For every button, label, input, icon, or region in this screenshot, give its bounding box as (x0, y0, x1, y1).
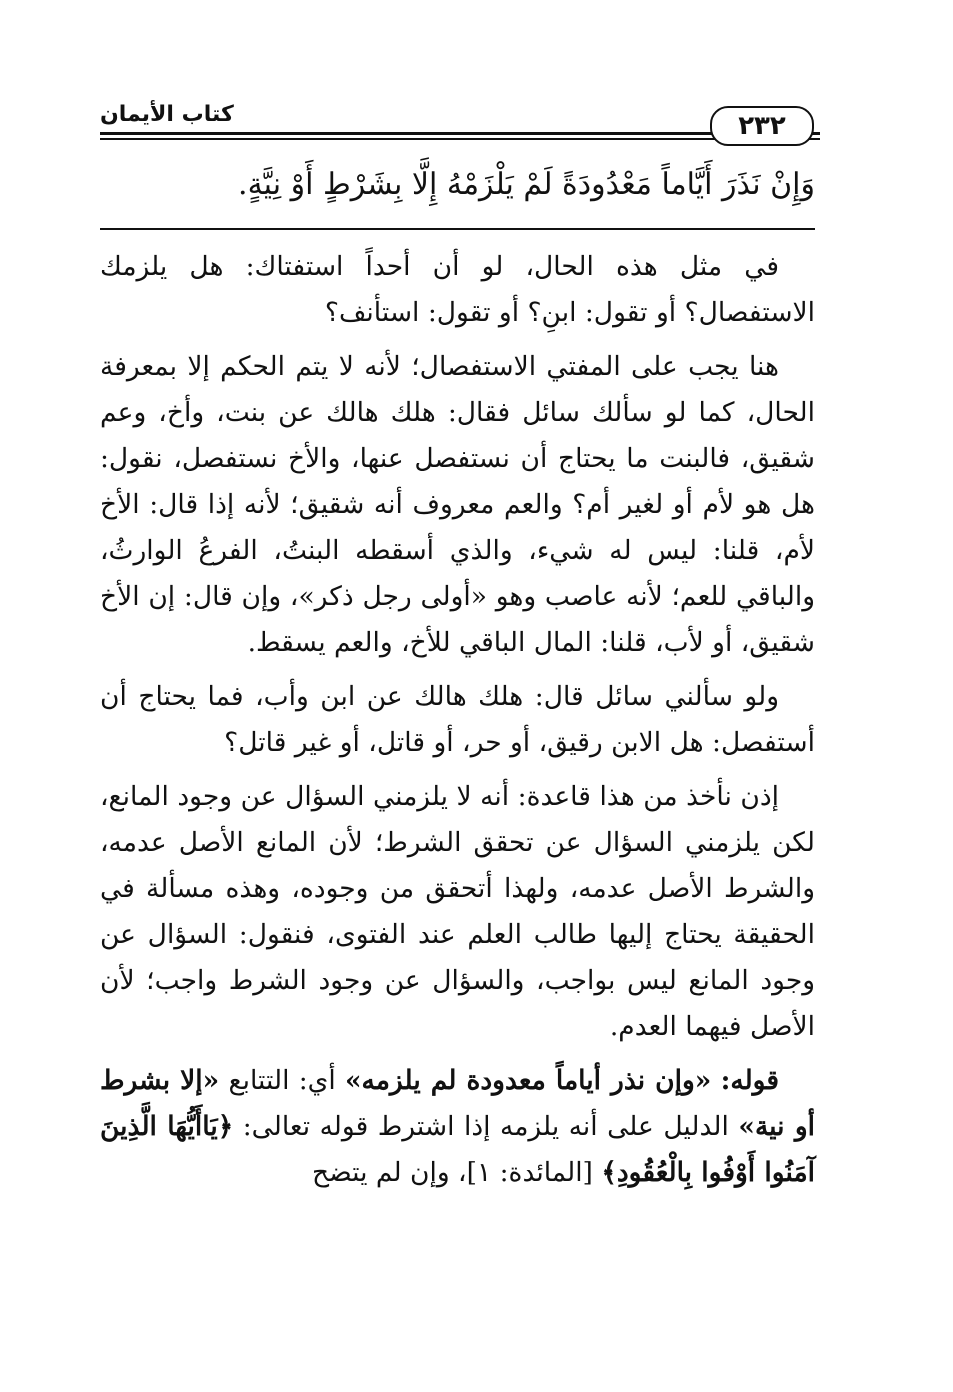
commentary (100, 244, 815, 1204)
paragraph: في مثل هذه الحال، لو أن أحداً استفتاك: هل يلزمك الاستفصال؟ أو تقول: ابنِ؟ أو تقول: استأنف؟ (100, 251, 815, 328)
quran-ayah: ﴿يَاأَيُّهَا الَّذِينَ آمَنُوا أَوْفُوا بِالْعُقُودِ﴾ (100, 1111, 815, 1188)
page-number: ٢٣٢ (710, 106, 814, 146)
paragraph: ولو سألني سائل قال: هلك هالك عن ابن وأب، فما يحتاج أن أستفصل: هل الابن رقيق، أو حر، أو قاتل، أو غير قاتل؟ (100, 681, 815, 758)
matn-quote-2: «إلا بشرط أو نية» (100, 1065, 815, 1142)
book-title: كتاب الأيمان (100, 102, 234, 127)
paragraph: هنا يجب على المفتي الاستفصال؛ لأنه لا يتم الحكم إلا بمعرفة الحال، كما لو سألك سائل فقال: هلك هالك عن بنت، وأخ، وعم شقيق، فالبنت ما يحتاج أن نستفصل عنها، والأخ نستفصل، نقول: هل هو لأم أو لغير أم؟ والعم معروف أنه شقيق؛ لأنه إذا قال: الأخ لأم، قلنا: ليس له شيء، والذي أسقطه البنتُ، الفرعُ الوارثُ، والباقي للعم؛ لأنه عاصب وهو «أولى رجل ذكر»، وإن قال: إن الأخ شقيق، أو لأب، قلنا: المال الباقي للأخ، والعم يسقط. (100, 351, 815, 658)
citation: [المائدة: ١] (466, 1157, 602, 1188)
page-header (100, 100, 820, 152)
header-rule-thin (100, 138, 820, 140)
matn-quote: «وإن نذر أياماً معدودة لم يلزمه» (344, 1065, 712, 1096)
text-segment: ، وإن لم يتضح (312, 1157, 467, 1188)
text-segment: الدليل على أنه يلزمه إذا اشترط قوله تعالى: (233, 1111, 739, 1142)
matn-separator (100, 228, 815, 230)
text-segment: أي: التتابع (219, 1065, 345, 1096)
matn-text: وَإِنْ نَذَرَ أَيَّاماً مَعْدُودَةً لَمْ يَلْزَمْهُ إِلَّا بِشَرْطٍ أَوْ نِيَّةٍ. (238, 167, 815, 202)
paragraph-last (100, 1058, 815, 1196)
paragraph: إذن نأخذ من هذا قاعدة: أنه لا يلزمني السؤال عن وجود المانع، لكن يلزمني السؤال عن تحقق الشرط؛ لأن المانع الأصل عدمه، والشرط الأصل عدمه، ولهذا أتحقق من وجوده، وهذه مسألة في الحقيقة يحتاج إليها طالب العلم عند الفتوى، فنقول: السؤال عن وجود المانع ليس بواجب، والسؤال عن وجود الشرط واجب؛ لأن الأصل فيهما العدم. (100, 781, 815, 1042)
lead-word: قوله: (720, 1065, 779, 1096)
